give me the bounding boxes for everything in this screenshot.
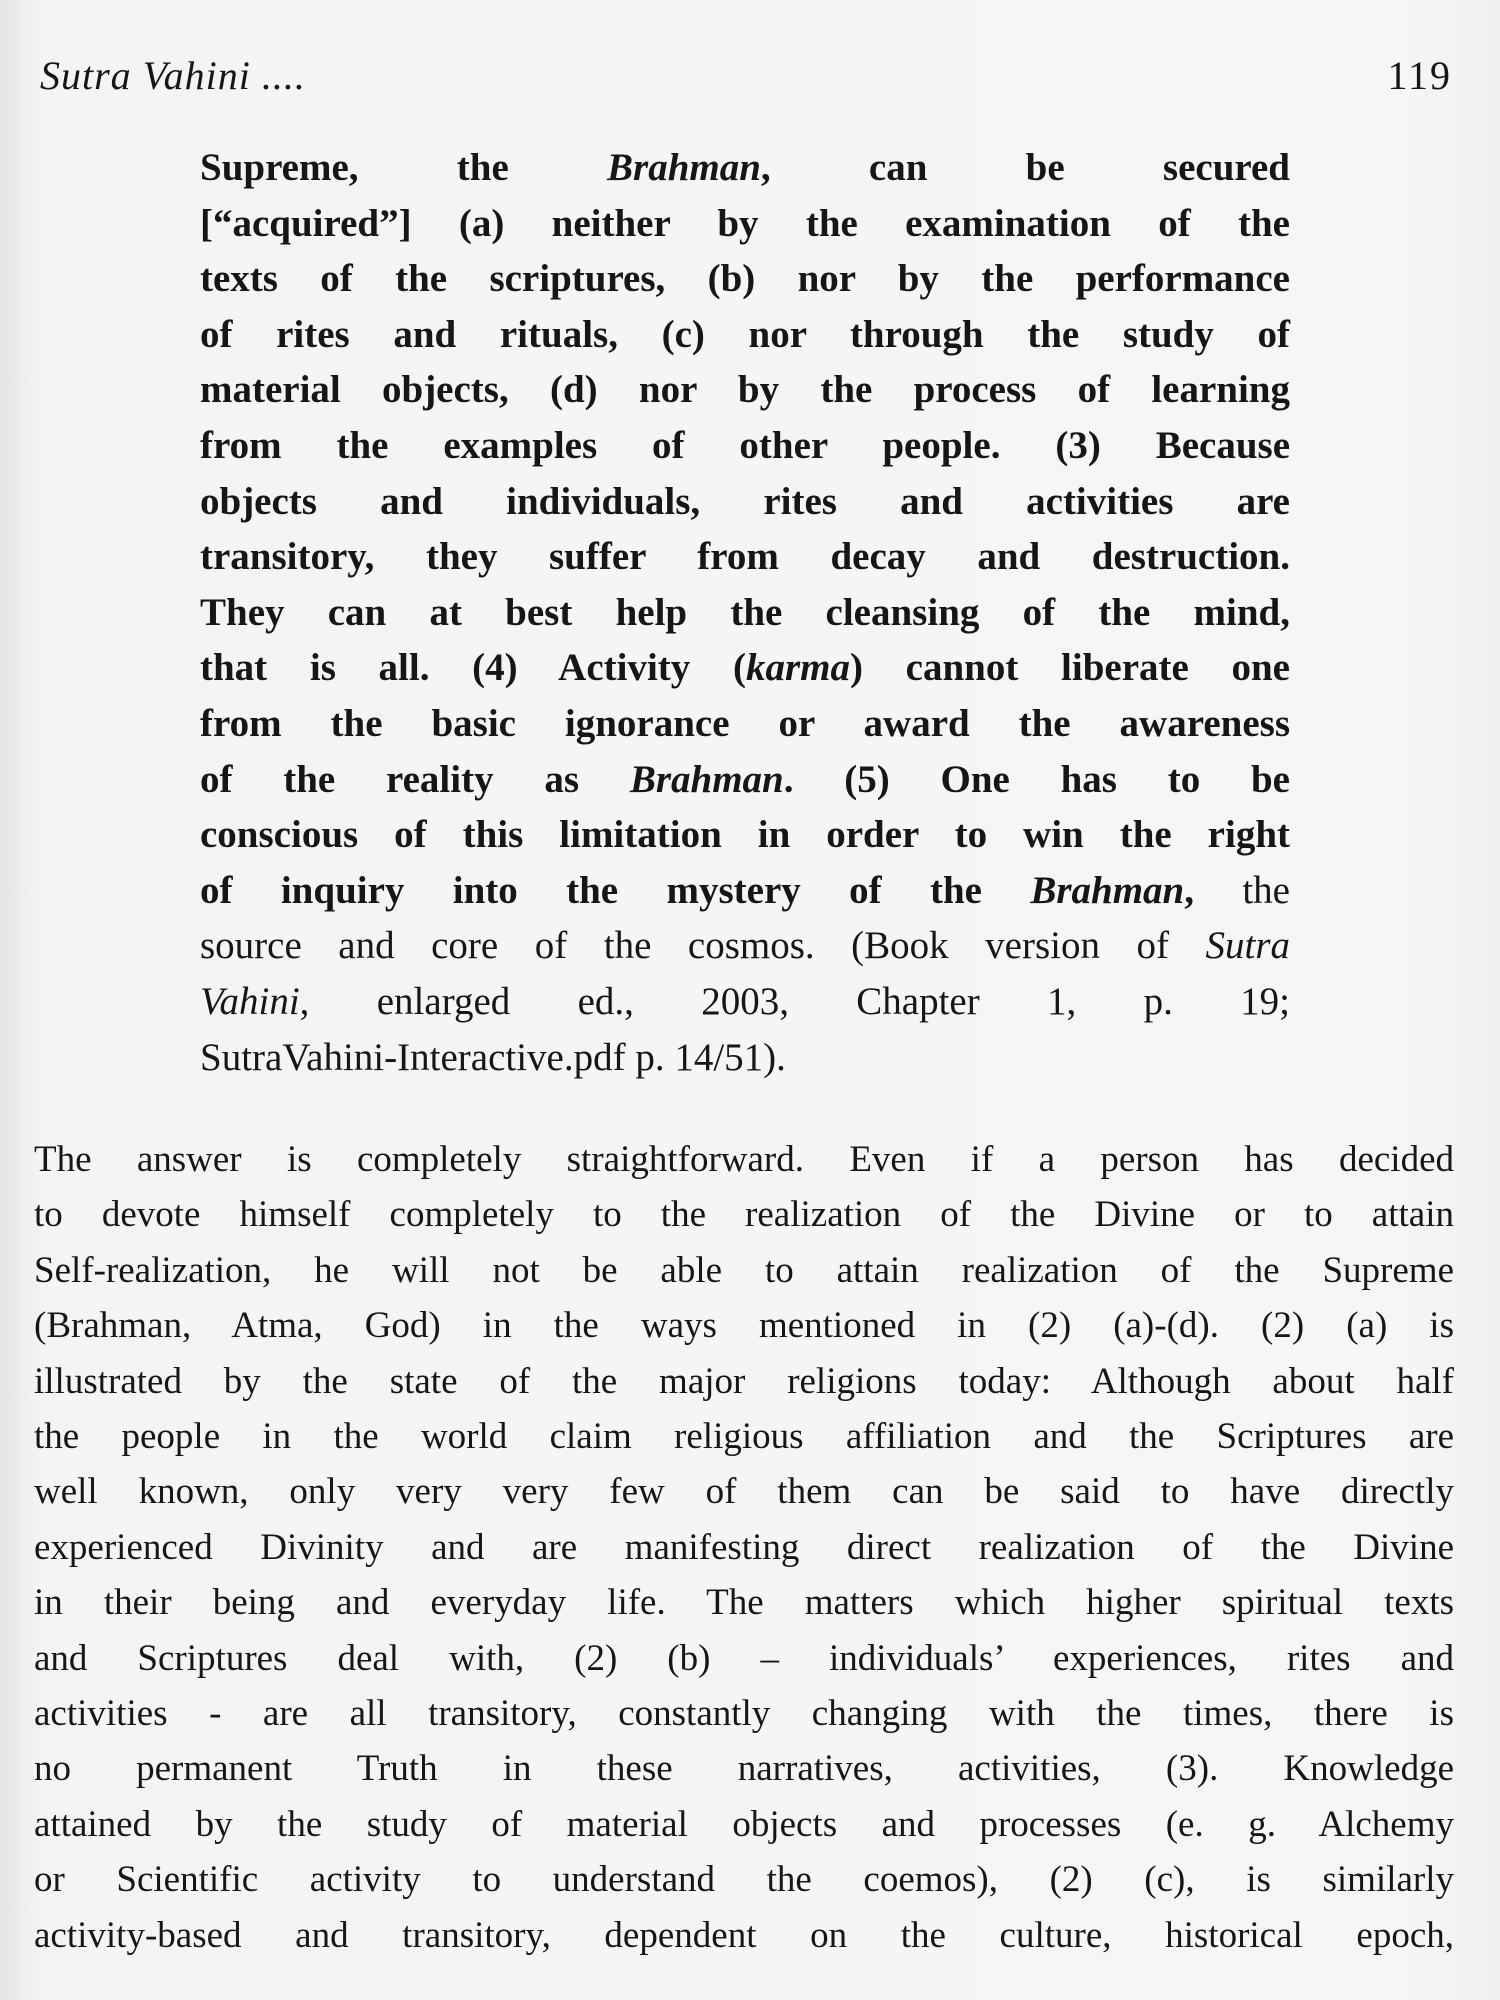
quote-line: of rites and rituals, (c) nor through the study of <box>200 312 1290 356</box>
body-line: and Scriptures deal with, (2) (b) – individuals’ experiences, rites and <box>34 1637 1454 1679</box>
quote-line: conscious of this limitation in order to win the right <box>200 813 1290 857</box>
body-line: well known, only very very few of them can be said to have directly <box>34 1471 1454 1513</box>
page-number: 119 <box>1387 53 1452 98</box>
quote-line: texts of the scriptures, (b) nor by the performance <box>200 257 1290 301</box>
body-line: illustrated by the state of the major religions today: Although about half <box>34 1360 1454 1402</box>
quote-line: of inquiry into the mystery of the Brahman, the <box>200 868 1290 912</box>
body-line: no permanent Truth in these narratives, activities, (3). Knowledge <box>34 1748 1454 1790</box>
quote-line: They can at best help the cleansing of the mind, <box>200 590 1290 634</box>
quote-citation-line: Vahini, enlarged ed., 2003, Chapter 1, p. 19; <box>200 979 1290 1023</box>
running-title: Sutra Vahini .... <box>40 53 306 98</box>
body-line: The answer is completely straightforward. Even if a person has decided <box>34 1139 1454 1180</box>
body-line: the people in the world claim religious affiliation and the Scriptures are <box>34 1416 1454 1458</box>
quote-line: from the basic ignorance or award the awareness <box>200 701 1290 745</box>
quote-line: material objects, (d) nor by the process of learning <box>200 368 1290 412</box>
block-quote <box>200 140 1290 1085</box>
quote-line: that is all. (4) Activity (karma) cannot liberate one <box>200 646 1290 690</box>
body-line: to devote himself completely to the realization of the Divine or to attain <box>34 1194 1454 1236</box>
body-line: experienced Divinity and are manifesting direct realization of the Divine <box>34 1526 1454 1568</box>
quote-line: objects and individuals, rites and activities are <box>200 479 1290 523</box>
body-line: Self-realization, he will not be able to attain realization of the Supreme <box>34 1249 1454 1291</box>
quote-citation-line: source and core of the cosmos. (Book version of Sutra <box>200 924 1290 968</box>
body-line: activity-based and transitory, dependent on the culture, historical epoch, <box>34 1914 1454 1956</box>
body-line: attained by the study of material objects and processes (e. g. Alchemy <box>34 1803 1454 1845</box>
quote-line: transitory, they suffer from decay and destruction. <box>200 535 1290 579</box>
body-line: activities - are all transitory, constantly changing with the times, there is <box>34 1693 1454 1735</box>
quote-line: from the examples of other people. (3) Because <box>200 423 1290 467</box>
quote-line: [“acquired”] (a) neither by the examination of the <box>200 201 1290 245</box>
body-line: in their being and everyday life. The matters which higher spiritual texts <box>34 1582 1454 1624</box>
body-line: or Scientific activity to understand the coemos), (2) (c), is similarly <box>34 1859 1454 1901</box>
body-paragraph <box>34 1132 1454 1963</box>
quote-line: Supreme, the Brahman, can be secured <box>200 146 1290 189</box>
quote-citation-line: SutraVahini-Interactive.pdf p. 14/51). <box>200 1035 786 1079</box>
quote-line: of the reality as Brahman. (5) One has to be <box>200 757 1290 801</box>
body-line: (Brahman, Atma, God) in the ways mentioned in (2) (a)-(d). (2) (a) is <box>34 1305 1454 1347</box>
